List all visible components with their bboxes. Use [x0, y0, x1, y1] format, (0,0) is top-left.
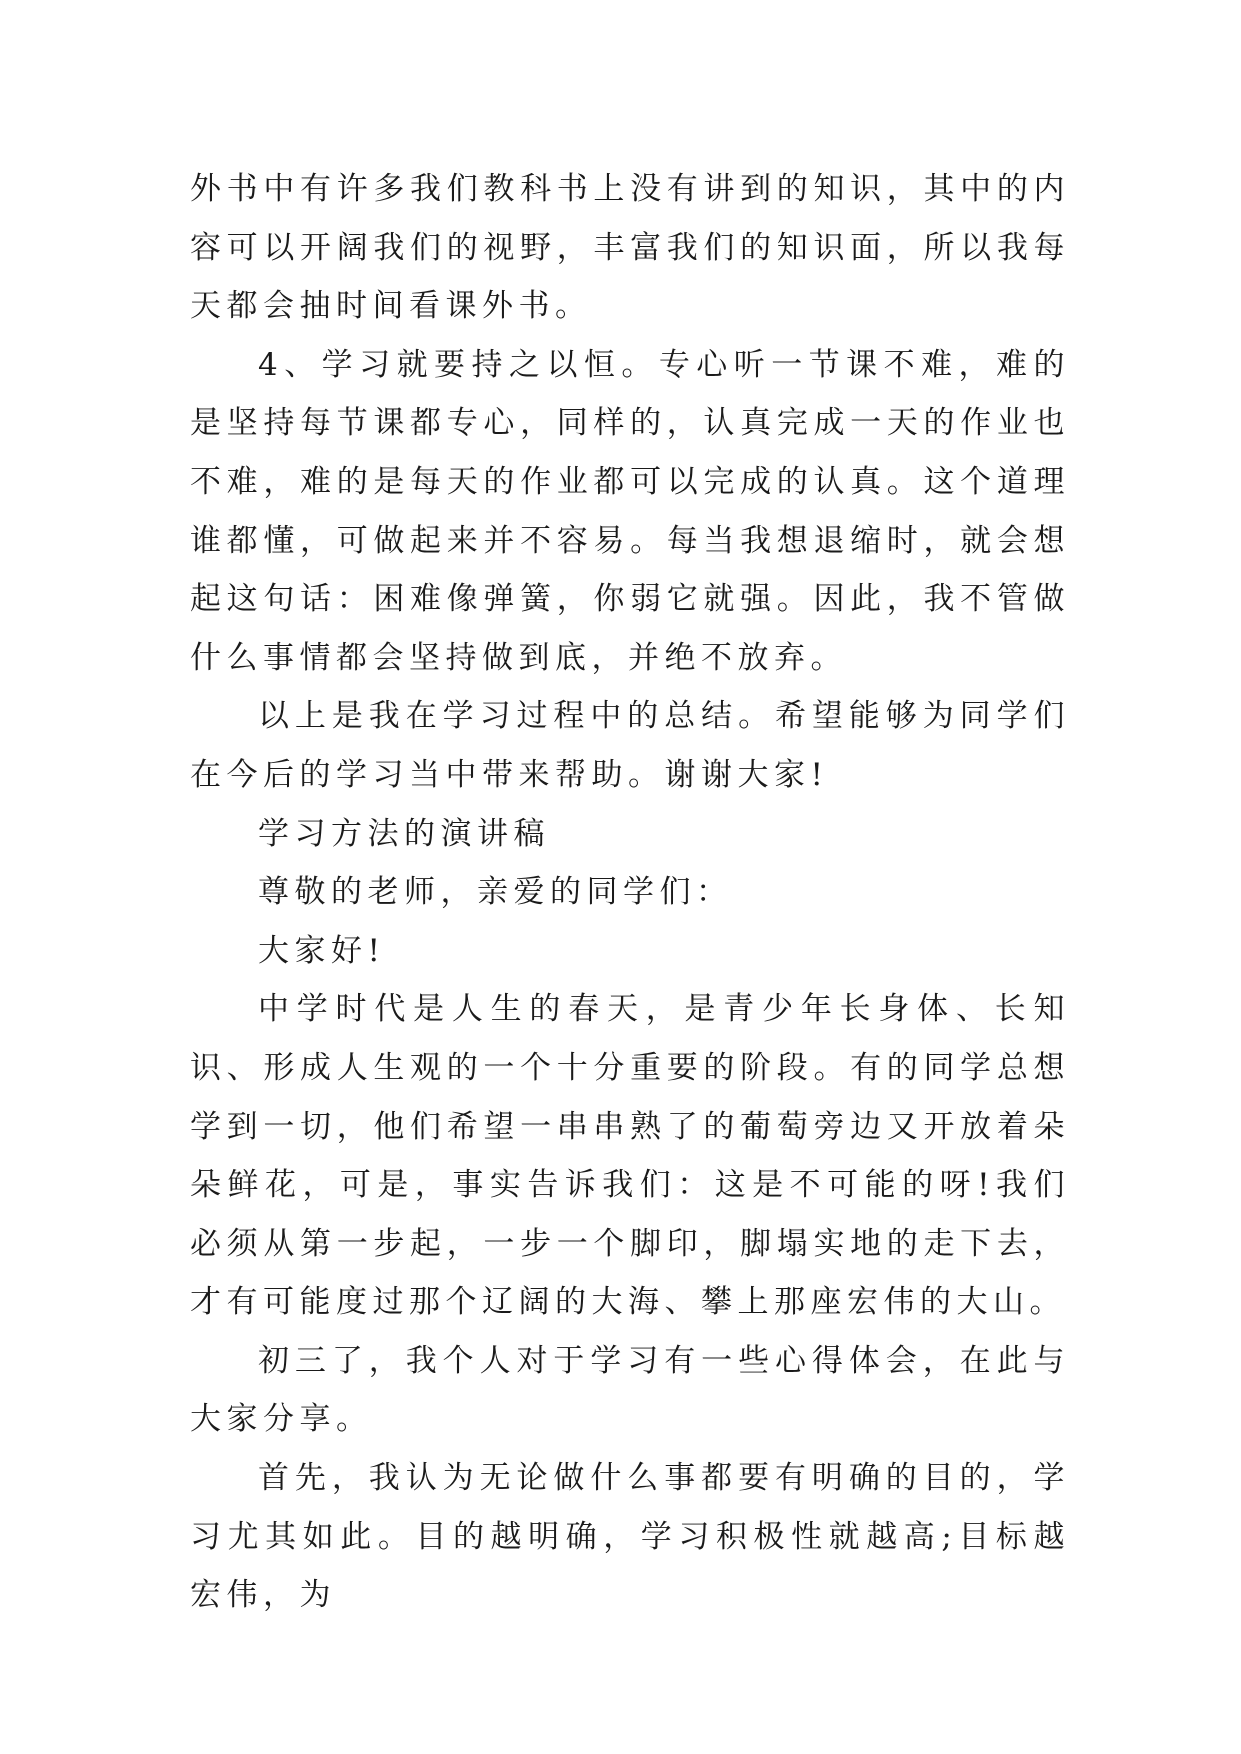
paragraph-persistence: 4、学习就要持之以恒。专心听一节课不难，难的是坚持每节课都专心，同样的，认真完成一天的作业也不难，难的是每天的作业都可以完成的认真。这个道理谁都懂，可做起来并不容易。每当我想退缩时，就会想起这句话：困难像弹簧，你弱它就强。因此，我不管做什么事情都会坚持做到底，并绝不放弃。 — [190, 346, 1070, 676]
salutation: 尊敬的老师，亲爱的同学们： — [258, 874, 733, 911]
paragraph-continued: 外书中有许多我们教科书上没有讲到的知识，其中的内容可以开阔我们的视野，丰富我们的知识面，所以我每天都会抽时间看课外书。 — [190, 171, 1070, 325]
paragraph-first-point: 首先，我认为无论做什么事都要有明确的目的，学习尤其如此。目的越明确，学习积极性就越高;目标越宏伟，为 — [190, 1460, 1070, 1614]
paragraph-summary: 以上是我在学习过程中的总结。希望能够为同学们在今后的学习当中带来帮助。谢谢大家! — [190, 698, 1070, 793]
paragraph-grade-nine: 初三了，我个人对于学习有一些心得体会，在此与大家分享。 — [190, 1342, 1070, 1438]
greeting: 大家好! — [258, 932, 386, 969]
section-title: 学习方法的演讲稿 — [258, 815, 550, 852]
document-body — [190, 160, 1070, 1625]
paragraph-middle-school: 中学时代是人生的春天，是青少年长身体、长知识、形成人生观的一个十分重要的阶段。有的同学总想学到一切，他们希望一串串熟了的葡萄旁边又开放着朵朵鲜花，可是，事实告诉我们：这是不可能的呀!我们必须从第一步起，一步一个脚印，脚塌实地的走下去，才有可能度过那个辽阔的大海、攀上那座宏伟的大山。 — [190, 991, 1070, 1321]
